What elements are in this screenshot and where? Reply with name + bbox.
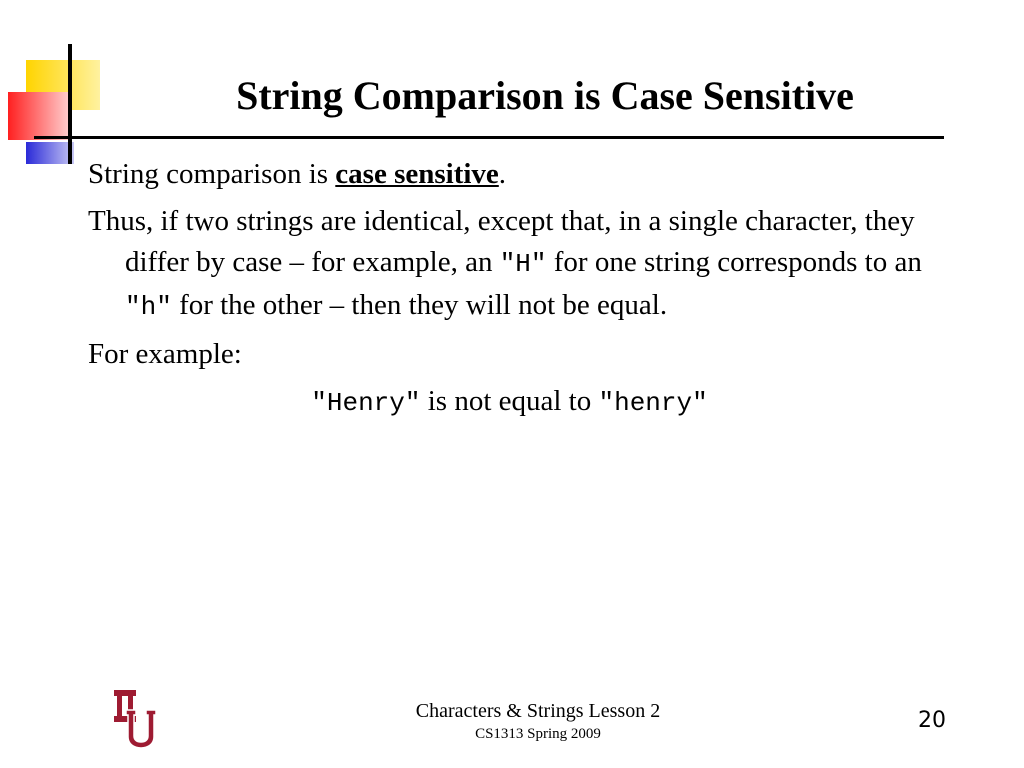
paragraph-case-sensitive <box>88 154 968 195</box>
ou-logo <box>108 688 156 750</box>
slide-title: String Comparison is Case Sensitive <box>236 73 854 118</box>
paragraph-for-example: For example: <box>88 338 242 370</box>
code-henry-upper: "Henry" <box>311 388 421 418</box>
para2-text1: Thus, if two strings are identical, except that, in a single character, they differ by case – for example, an <box>88 205 915 278</box>
code-lowercase-h: "h" <box>125 292 172 322</box>
para1-period: . <box>498 158 507 190</box>
footer-course: CS1313 Spring 2009 <box>475 726 601 742</box>
slide-body <box>88 154 968 431</box>
case-sensitive-emphasis: case sensitive <box>335 158 499 190</box>
decorative-squares <box>0 0 110 170</box>
title-rule <box>34 136 944 139</box>
para1-text: String comparison is <box>88 158 336 190</box>
example-line <box>88 379 968 425</box>
code-uppercase-h: "H" <box>499 249 547 279</box>
footer-lesson-title: Characters & Strings Lesson 2 <box>415 700 661 722</box>
slide-footer <box>330 698 746 744</box>
paragraph-explanation <box>88 201 968 328</box>
page-number: 20 <box>918 708 946 733</box>
para2-text3: for the other – then they will not be equal. <box>171 289 668 321</box>
example-middle: is not equal to <box>420 385 599 417</box>
para2-text2: for one string corresponds to an <box>546 246 922 278</box>
code-henry-lower: "henry" <box>598 388 708 418</box>
